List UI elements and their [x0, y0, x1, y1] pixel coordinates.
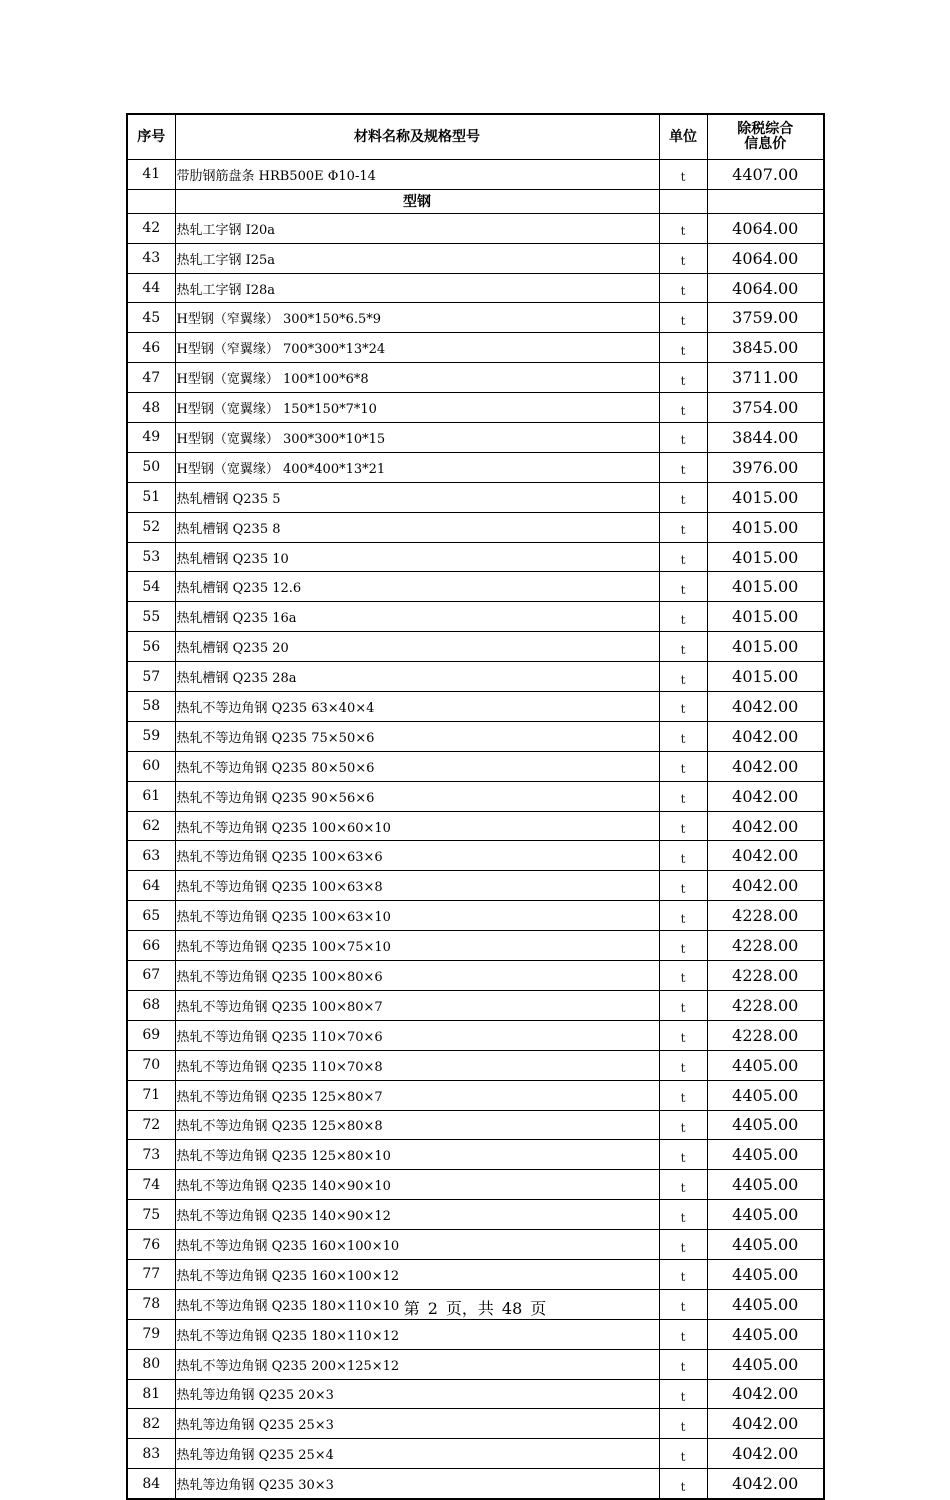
- row-name: 热轧工字钢 I25a: [175, 243, 659, 273]
- row-unit: t: [659, 632, 707, 662]
- row-name: 热轧不等边角钢 Q235 160×100×12: [175, 1259, 659, 1289]
- row-no: 67: [127, 961, 175, 991]
- table-row: [127, 721, 824, 751]
- row-price: 4042.00: [707, 692, 824, 722]
- header-unit: 单位: [659, 114, 707, 160]
- row-no: 52: [127, 512, 175, 542]
- row-name: 热轧不等边角钢 Q235 63×40×4: [175, 692, 659, 722]
- header-price-line2: 信息价: [744, 136, 787, 152]
- row-unit: t: [659, 1319, 707, 1349]
- row-price: 4015.00: [707, 632, 824, 662]
- row-no: 76: [127, 1230, 175, 1260]
- row-name: 热轧等边角钢 Q235 25×4: [175, 1439, 659, 1469]
- table-row: [127, 1230, 824, 1260]
- row-no: 69: [127, 1020, 175, 1050]
- row-price: 4042.00: [707, 721, 824, 751]
- row-name: 热轧不等边角钢 Q235 75×50×6: [175, 721, 659, 751]
- row-unit: t: [659, 811, 707, 841]
- row-unit: t: [659, 482, 707, 512]
- row-unit: t: [659, 303, 707, 333]
- row-unit: t: [659, 961, 707, 991]
- table-row: [127, 542, 824, 572]
- row-name: 热轧不等边角钢 Q235 180×110×12: [175, 1319, 659, 1349]
- row-unit: t: [659, 363, 707, 393]
- footer-suffix: 页: [530, 1299, 547, 1318]
- table-row: [127, 1409, 824, 1439]
- row-price: 4405.00: [707, 1319, 824, 1349]
- row-name: 热轧工字钢 I20a: [175, 213, 659, 243]
- row-price: 4405.00: [707, 1080, 824, 1110]
- table-row: [127, 243, 824, 273]
- table-row: [127, 572, 824, 602]
- table-header-row: [127, 114, 824, 160]
- row-no: 82: [127, 1409, 175, 1439]
- row-name: 热轧不等边角钢 Q235 160×100×10: [175, 1230, 659, 1260]
- row-name: H型钢（宽翼缘） 300*300*10*15: [175, 423, 659, 453]
- row-no: 46: [127, 333, 175, 363]
- row-name: 热轧槽钢 Q235 10: [175, 542, 659, 572]
- row-unit: t: [659, 841, 707, 871]
- row-price: 4042.00: [707, 811, 824, 841]
- row-price: 4042.00: [707, 1379, 824, 1409]
- table-row: [127, 662, 824, 692]
- row-unit: t: [659, 572, 707, 602]
- table-row: [127, 273, 824, 303]
- row-no: 43: [127, 243, 175, 273]
- price-table: [126, 113, 825, 1500]
- row-unit: t: [659, 1289, 707, 1319]
- row-no: 61: [127, 781, 175, 811]
- row-unit: t: [659, 781, 707, 811]
- row-unit: t: [659, 452, 707, 482]
- row-unit: t: [659, 1379, 707, 1409]
- row-no: 53: [127, 542, 175, 572]
- row-price: 4042.00: [707, 1439, 824, 1469]
- table-row: [127, 781, 824, 811]
- table-row: [127, 512, 824, 542]
- row-price: 4015.00: [707, 482, 824, 512]
- row-no: 68: [127, 990, 175, 1020]
- row-no: 57: [127, 662, 175, 692]
- row-no: 60: [127, 751, 175, 781]
- row-price: 4228.00: [707, 901, 824, 931]
- row-name: 热轧不等边角钢 Q235 80×50×6: [175, 751, 659, 781]
- table-row: [127, 452, 824, 482]
- table-row: [127, 423, 824, 453]
- table-row: [127, 1379, 824, 1409]
- row-price: 4228.00: [707, 990, 824, 1020]
- table-row: [127, 990, 824, 1020]
- row-price: 3976.00: [707, 452, 824, 482]
- row-no: 75: [127, 1200, 175, 1230]
- table-row: [127, 901, 824, 931]
- row-name: 热轧不等边角钢 Q235 100×60×10: [175, 811, 659, 841]
- row-no: 78: [127, 1289, 175, 1319]
- row-unit: t: [659, 931, 707, 961]
- row-no: 65: [127, 901, 175, 931]
- row-unit: t: [659, 901, 707, 931]
- row-unit: t: [659, 751, 707, 781]
- row-price: 4042.00: [707, 871, 824, 901]
- row-name: 热轧不等边角钢 Q235 200×125×12: [175, 1349, 659, 1379]
- row-price: 4405.00: [707, 1230, 824, 1260]
- row-no: 49: [127, 423, 175, 453]
- row-no: 64: [127, 871, 175, 901]
- row-price: 4015.00: [707, 602, 824, 632]
- footer-prefix: 第: [403, 1299, 420, 1318]
- row-unit: t: [659, 273, 707, 303]
- table-row: [127, 1469, 824, 1499]
- row-name: 热轧槽钢 Q235 8: [175, 512, 659, 542]
- row-name: 热轧不等边角钢 Q235 100×63×10: [175, 901, 659, 931]
- row-price: 3845.00: [707, 333, 824, 363]
- row-name: 热轧不等边角钢 Q235 125×80×8: [175, 1110, 659, 1140]
- table-row: [127, 1170, 824, 1200]
- row-price: 4405.00: [707, 1050, 824, 1080]
- row-price: 4042.00: [707, 781, 824, 811]
- table-row: [127, 1319, 824, 1349]
- row-name: 热轧不等边角钢 Q235 100×63×8: [175, 871, 659, 901]
- row-price: 4015.00: [707, 542, 824, 572]
- row-unit: t: [659, 1080, 707, 1110]
- row-price: 4405.00: [707, 1349, 824, 1379]
- row-price: 4064.00: [707, 273, 824, 303]
- row-name: 热轧等边角钢 Q235 25×3: [175, 1409, 659, 1439]
- row-name: 热轧不等边角钢 Q235 125×80×10: [175, 1140, 659, 1170]
- row-name: 热轧工字钢 I28a: [175, 273, 659, 303]
- row-no: 54: [127, 572, 175, 602]
- row-name: H型钢（窄翼缘） 700*300*13*24: [175, 333, 659, 363]
- row-price: 3844.00: [707, 423, 824, 453]
- header-no: 序号: [127, 114, 175, 160]
- row-unit: t: [659, 1020, 707, 1050]
- row-name: 热轧不等边角钢 Q235 110×70×6: [175, 1020, 659, 1050]
- table-row: [127, 811, 824, 841]
- row-no: 70: [127, 1050, 175, 1080]
- footer-page: 2: [427, 1299, 438, 1318]
- row-unit: t: [659, 1230, 707, 1260]
- row-no: 73: [127, 1140, 175, 1170]
- row-name: 热轧不等边角钢 Q235 100×75×10: [175, 931, 659, 961]
- table-row: [127, 213, 824, 243]
- table-row: [127, 363, 824, 393]
- row-unit: t: [659, 542, 707, 572]
- row-no: 81: [127, 1379, 175, 1409]
- row-unit: t: [659, 160, 707, 190]
- row-price: 4405.00: [707, 1170, 824, 1200]
- table-row: [127, 1140, 824, 1170]
- row-price: 4042.00: [707, 841, 824, 871]
- row-price: 4405.00: [707, 1140, 824, 1170]
- row-no: 47: [127, 363, 175, 393]
- row-unit: t: [659, 423, 707, 453]
- row-price: 4405.00: [707, 1259, 824, 1289]
- row-no: 50: [127, 452, 175, 482]
- section-no-cell: [127, 189, 175, 213]
- row-no: 44: [127, 273, 175, 303]
- row-unit: t: [659, 990, 707, 1020]
- row-name: 热轧槽钢 Q235 28a: [175, 662, 659, 692]
- table-row: [127, 961, 824, 991]
- row-no: 80: [127, 1349, 175, 1379]
- row-unit: t: [659, 512, 707, 542]
- row-name: 带肋钢筋盘条 HRB500E Φ10-14: [175, 160, 659, 190]
- table-row: [127, 751, 824, 781]
- row-unit: t: [659, 692, 707, 722]
- row-no: 66: [127, 931, 175, 961]
- table-row: [127, 1200, 824, 1230]
- row-name: 热轧不等边角钢 Q235 140×90×12: [175, 1200, 659, 1230]
- row-no: 63: [127, 841, 175, 871]
- section-title: 型钢: [175, 189, 659, 213]
- row-name: H型钢（窄翼缘） 300*150*6.5*9: [175, 303, 659, 333]
- row-name: H型钢（宽翼缘） 100*100*6*8: [175, 363, 659, 393]
- row-no: 42: [127, 213, 175, 243]
- row-no: 59: [127, 721, 175, 751]
- row-name: 热轧不等边角钢 Q235 140×90×10: [175, 1170, 659, 1200]
- row-price: 4405.00: [707, 1200, 824, 1230]
- table-row: [127, 303, 824, 333]
- row-name: 热轧不等边角钢 Q235 100×80×6: [175, 961, 659, 991]
- row-unit: t: [659, 1439, 707, 1469]
- table-row: [127, 632, 824, 662]
- header-price-line1: 除税综合: [737, 121, 794, 137]
- row-price: 4015.00: [707, 512, 824, 542]
- row-unit: t: [659, 1110, 707, 1140]
- row-price: 4228.00: [707, 931, 824, 961]
- row-price: 3759.00: [707, 303, 824, 333]
- row-price: 4042.00: [707, 1409, 824, 1439]
- row-no: 51: [127, 482, 175, 512]
- row-no: 71: [127, 1080, 175, 1110]
- row-unit: t: [659, 333, 707, 363]
- row-name: 热轧不等边角钢 Q235 100×63×6: [175, 841, 659, 871]
- row-name: 热轧不等边角钢 Q235 90×56×6: [175, 781, 659, 811]
- row-no: 62: [127, 811, 175, 841]
- section-price-cell: [707, 189, 824, 213]
- row-unit: t: [659, 213, 707, 243]
- row-no: 74: [127, 1170, 175, 1200]
- row-unit: t: [659, 1349, 707, 1379]
- row-name: 热轧等边角钢 Q235 20×3: [175, 1379, 659, 1409]
- table-row: [127, 393, 824, 423]
- row-no: 41: [127, 160, 175, 190]
- row-unit: t: [659, 1140, 707, 1170]
- table-row: [127, 841, 824, 871]
- row-price: 4407.00: [707, 160, 824, 190]
- row-price: 3711.00: [707, 363, 824, 393]
- table-row: [127, 1439, 824, 1469]
- row-no: 48: [127, 393, 175, 423]
- row-unit: t: [659, 871, 707, 901]
- table-row: [127, 1349, 824, 1379]
- row-name: 热轧等边角钢 Q235 30×3: [175, 1469, 659, 1499]
- table-row: [127, 160, 824, 190]
- row-name: 热轧不等边角钢 Q235 100×80×7: [175, 990, 659, 1020]
- table-row: [127, 1020, 824, 1050]
- row-no: 55: [127, 602, 175, 632]
- row-unit: t: [659, 1050, 707, 1080]
- row-price: 4042.00: [707, 1469, 824, 1499]
- row-name: 热轧槽钢 Q235 16a: [175, 602, 659, 632]
- row-no: 56: [127, 632, 175, 662]
- table-row: [127, 482, 824, 512]
- row-name: 热轧槽钢 Q235 20: [175, 632, 659, 662]
- row-unit: t: [659, 721, 707, 751]
- footer-total: 48: [501, 1299, 523, 1318]
- row-price: 3754.00: [707, 393, 824, 423]
- header-price: [707, 114, 824, 160]
- table-row: [127, 1110, 824, 1140]
- row-unit: t: [659, 1409, 707, 1439]
- table-row: [127, 871, 824, 901]
- row-name: 热轧不等边角钢 Q235 180×110×10: [175, 1289, 659, 1319]
- table-row: [127, 333, 824, 363]
- row-no: 84: [127, 1469, 175, 1499]
- row-price: 4064.00: [707, 213, 824, 243]
- row-unit: t: [659, 393, 707, 423]
- row-price: 4015.00: [707, 662, 824, 692]
- section-row: [127, 189, 824, 213]
- row-price: 4405.00: [707, 1110, 824, 1140]
- row-price: 4228.00: [707, 961, 824, 991]
- row-price: 4064.00: [707, 243, 824, 273]
- row-name: 热轧槽钢 Q235 12.6: [175, 572, 659, 602]
- table-row: [127, 602, 824, 632]
- row-no: 58: [127, 692, 175, 722]
- row-price: 4042.00: [707, 751, 824, 781]
- row-no: 83: [127, 1439, 175, 1469]
- table-row: [127, 1080, 824, 1110]
- row-unit: t: [659, 662, 707, 692]
- row-unit: t: [659, 1170, 707, 1200]
- row-unit: t: [659, 1259, 707, 1289]
- row-name: H型钢（宽翼缘） 400*400*13*21: [175, 452, 659, 482]
- row-name: 热轧槽钢 Q235 5: [175, 482, 659, 512]
- row-name: 热轧不等边角钢 Q235 125×80×7: [175, 1080, 659, 1110]
- table-row: [127, 1050, 824, 1080]
- row-unit: t: [659, 1200, 707, 1230]
- row-no: 72: [127, 1110, 175, 1140]
- row-no: 45: [127, 303, 175, 333]
- table-row: [127, 692, 824, 722]
- row-price: 4015.00: [707, 572, 824, 602]
- row-name: H型钢（宽翼缘） 150*150*7*10: [175, 393, 659, 423]
- row-unit: t: [659, 1469, 707, 1499]
- row-price: 4228.00: [707, 1020, 824, 1050]
- row-no: 79: [127, 1319, 175, 1349]
- row-name: 热轧不等边角钢 Q235 110×70×8: [175, 1050, 659, 1080]
- row-unit: t: [659, 602, 707, 632]
- table-row: [127, 1259, 824, 1289]
- section-unit-cell: [659, 189, 707, 213]
- row-no: 77: [127, 1259, 175, 1289]
- row-unit: t: [659, 243, 707, 273]
- row-price: 4405.00: [707, 1289, 824, 1319]
- header-name: 材料名称及规格型号: [175, 114, 659, 160]
- footer-mid: 页，共: [445, 1299, 494, 1318]
- table-row: [127, 931, 824, 961]
- page-footer: [0, 1296, 950, 1319]
